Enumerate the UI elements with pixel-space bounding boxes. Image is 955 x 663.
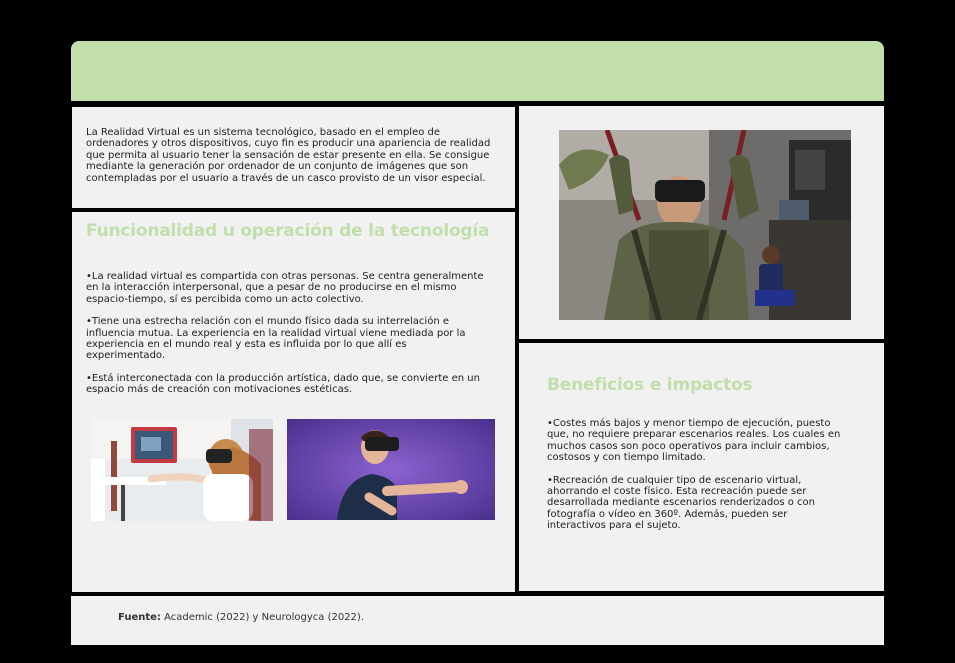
- vr-man-photo: [287, 419, 495, 520]
- benefits-bullet: •Recreación de cualquier tipo de escenario virtual, ahorrando el coste físico. Esta recreación puede ser desarrollada mediante escenarios renderizados o con fotografía o vídeo en 360º. Además, pueden ser interactivos para el sujeto.: [547, 474, 815, 532]
- benefits-bullet: •Costes más bajos y menor tiempo de ejecución, puesto que, no requiere preparar escenarios reales. Los cuales en muchos casos son poco operativos para incluir cambios, costosos y con tiempo limitado.: [547, 418, 841, 464]
- benefits-title: Beneficios e impactos: [547, 375, 753, 395]
- vr-lab-photo: [91, 419, 273, 521]
- header-band: [71, 41, 884, 101]
- source-citation: [118, 612, 364, 623]
- intro-panel: [72, 107, 515, 208]
- source-footer: [71, 596, 884, 645]
- source-label: Fuente:: [118, 612, 161, 623]
- functionality-panel: [72, 212, 515, 592]
- functionality-bullet-list: [86, 271, 486, 407]
- vr-man-photo-illustration: [287, 419, 495, 520]
- intro-text: La Realidad Virtual es un sistema tecnológico, basado en el empleo de ordenadores y otros dispositivos, cuyo fin es producir una apariencia de realidad que permita al usuario tener la sensación de estar presente en ella. Se consigue mediante la generación por ordenador de un conjunto de imágenes que son contempladas por el usuario a través de un casco provisto de un visor especial.: [86, 127, 491, 184]
- benefits-panel: [519, 343, 884, 591]
- parachute-vr-training-illustration: [559, 130, 851, 320]
- photo-panel: [519, 106, 884, 339]
- functionality-title: Funcionalidad u operación de la tecnología: [86, 221, 490, 241]
- vr-lab-photo-illustration: [91, 419, 273, 521]
- functionality-bullet: •Tiene una estrecha relación con el mundo físico dada su interrelación e influencia mutua. La experiencia en la realidad virtual viene mediada por la experiencia en el mundo real y esta es influida por lo que allí es experimentado.: [86, 316, 466, 362]
- functionality-bullet: •Está interconectada con la producción artística, dado que, se convierte en un espacio más de creación con motivaciones estéticas.: [86, 372, 480, 396]
- parachute-vr-training-photo: [559, 130, 851, 320]
- benefits-bullet-list: [547, 418, 847, 543]
- source-text: Academic (2022) y Neurologyca (2022).: [160, 612, 364, 623]
- functionality-bullet: •La realidad virtual es compartida con otras personas. Se centra generalmente en la interacción interpersonal, que a pesar de no producirse en el mismo espacio-tiempo, sí es percibida como un acto colectivo.: [86, 271, 484, 305]
